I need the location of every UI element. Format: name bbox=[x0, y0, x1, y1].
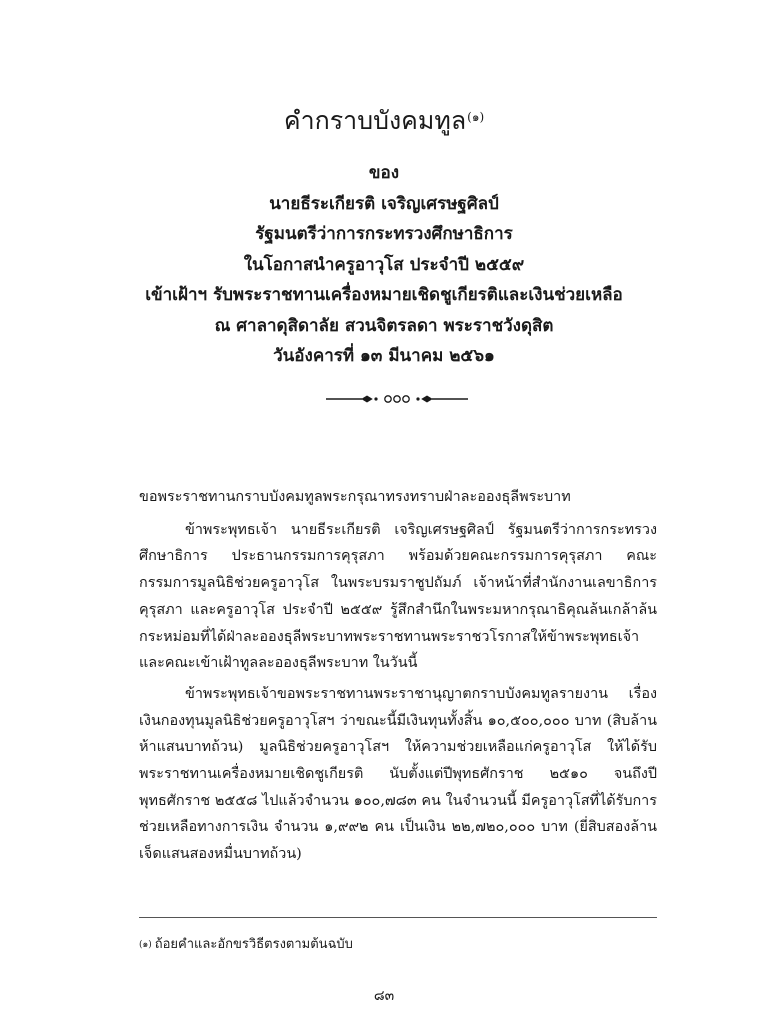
header-line-speaker-position: รัฐมนตรีว่าการกระทรวงศึกษาธิการ bbox=[255, 224, 513, 244]
footnote bbox=[139, 935, 657, 955]
speech-body bbox=[139, 484, 657, 872]
salutation: ขอพระราชทานกราบบังคมทูลพระกรุณาทรงทราบฝ่าละอองธุลีพระบาท bbox=[139, 489, 571, 505]
header-line-audience: เข้าเฝ้าฯ รับพระราชทานเครื่องหมายเชิดชูเกียรติและเงินช่วยเหลือ bbox=[145, 285, 623, 305]
footnote-text: ถ้อยคำและอักขรวิธีตรงตามต้นฉบับ bbox=[154, 937, 353, 952]
footnote-separator bbox=[139, 917, 657, 918]
header-line-of: ของ bbox=[368, 163, 400, 183]
header-block bbox=[0, 158, 768, 372]
header-line-venue: ณ ศาลาดุสิดาลัย สวนจิตรลดา พระราชวังดุสิต bbox=[214, 315, 554, 336]
ornament-divider bbox=[324, 389, 470, 409]
paragraph-introduction: ข้าพระพุทธเจ้า นายธีระเกียรติ เจริญเศรษฐศิลป์ รัฐมนตรีว่าการกระทรวงศึกษาธิการ ประธานกรรมการคุรุสภา พร้อมด้วยคณะกรรมการคุรุสภา คณะกรรมการมูลนิธิช่วยครูอาวุโส ในพระบรมราชูปถัมภ์ เจ้าหน้าที่สำนักงานเลขาธิการคุรุสภา และครูอาวุโส ประจำปี ๒๕๕๙ รู้สึกสำนึกในพระมหากรุณาธิคุณล้นเกล้าล้นกระหม่อมที่ได้ฝ่าละอองธุลีพระบาทพระราชทานพระราชวโรกาสให้ข้าพระพุทธเจ้าและคณะเข้าเฝ้าทูลละอองธุลีพระบาท ในวันนี้ bbox=[139, 521, 657, 672]
header-line-speaker-name: นายธีระเกียรติ เจริญเศรษฐศิลป์ bbox=[269, 193, 499, 214]
footnote-marker: (๑) bbox=[139, 940, 152, 950]
paragraph-fund-report: ข้าพระพุทธเจ้าขอพระราชทานพระราชานุญาตกราบบังคมทูลรายงาน เรื่องเงินกองทุนมูลนิธิช่วยครูอาวุโสฯ ว่าขณะนี้มีเงินทุนทั้งสิ้น ๑๐,๕๐๐,๐๐๐ บาท (สิบล้านห้าแสนบาทถ้วน) มูลนิธิช่วยครูอาวุโสฯ ให้ความช่วยเหลือแก่ครูอาวุโส ให้ได้รับพระราชทานเครื่องหมายเชิดชูเกียรติ นับตั้งแต่ปีพุทธศักราช ๒๕๑๐ จนถึงปีพุทธศักราช ๒๕๕๘ ไปแล้วจำนวน ๑๐๐,๗๘๓ คน ในจำนวนนี้ มีครูอาวุโสที่ได้รับการช่วยเหลือทางการเงิน จำนวน ๑,๙๙๒ คน เป็นเงิน ๒๒,๗๒๐,๐๐๐ บาท (ยี่สิบสองล้านเจ็ดแสนสองหมื่นบาทถ้วน) bbox=[139, 685, 657, 863]
header-line-occasion: ในโอกาสนำครูอาวุโส ประจำปี ๒๕๕๙ bbox=[243, 254, 525, 275]
header-line-date: วันอังคารที่ ๑๓ มีนาคม ๒๕๖๑ bbox=[273, 346, 495, 366]
title-footnote-marker: (๑) bbox=[467, 110, 485, 124]
page-title bbox=[0, 104, 768, 138]
page-number: ๘๓ bbox=[373, 988, 395, 1004]
title-text: คำกราบบังคมทูล bbox=[283, 106, 467, 135]
